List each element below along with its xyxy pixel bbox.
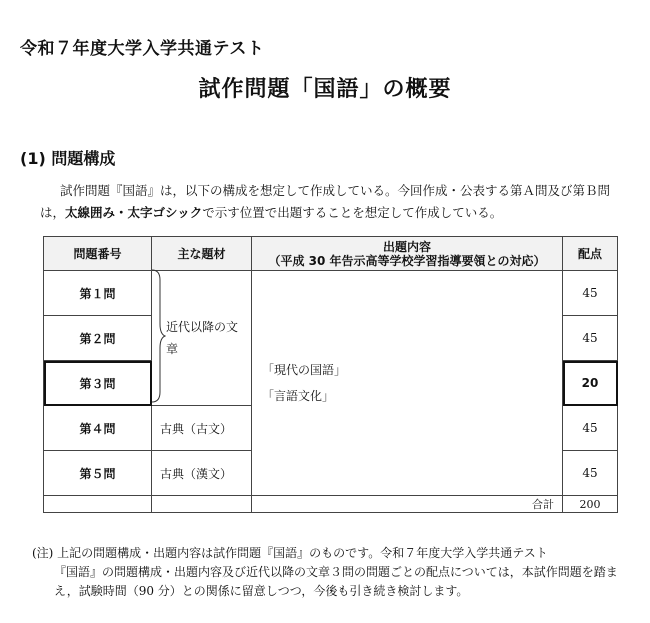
points-cell-highlighted: 20 (563, 361, 618, 406)
content-item: 「現代の国語」 (262, 363, 347, 377)
header-content-line2: （平成 30 年告示高等学校学習指導要領との対応） (268, 253, 546, 268)
page-title: 試作問題「国語」の概要 (198, 77, 452, 102)
section-heading: (1) 問題構成 (20, 149, 116, 168)
header-material: 主な題材 (152, 237, 252, 271)
question-number: 第１問 (44, 271, 152, 316)
question-number: 第５問 (44, 451, 152, 496)
header-content-line1: 出題内容 (382, 239, 431, 254)
material-cell: 古典（古文） (152, 406, 252, 451)
intro-text-1: 試作問題『国語』は，以下の構成を想定して作成している。今回作成・公表する第Ａ問及び第Ｂ問は， (40, 183, 611, 220)
footnote-line2: 『国語』の問題構成・出題内容及び近代以降の文章３問の問題ごとの配点については，本試作問題を踏まえ，試験時間（90 分）との関係に留意しつつ，今後も引き続き検討します。 (54, 565, 618, 598)
question-number-highlighted: 第３問 (44, 361, 152, 406)
intro-text-2: で示す位置で出題することを想定して作成している。 (202, 205, 503, 220)
header-content (252, 237, 563, 271)
question-structure-table (43, 236, 618, 513)
points-cell: 45 (563, 271, 618, 316)
table-row (44, 271, 618, 316)
material-cell: 古典（漢文） (152, 451, 252, 496)
header-number: 問題番号 (44, 237, 152, 271)
header-points: 配点 (563, 237, 618, 271)
question-number: 第４問 (44, 406, 152, 451)
total-points: 200 (563, 496, 618, 513)
content-cell (252, 271, 563, 496)
question-number: 第２問 (44, 316, 152, 361)
intro-emphasis: 太線囲み・太字ゴシック (65, 205, 203, 220)
points-cell: 45 (563, 406, 618, 451)
grouping-brace (150, 268, 166, 404)
table-header-row (44, 237, 618, 271)
content-item: 「言語文化」 (262, 389, 335, 403)
exam-header: 令和７年度大学入学共通テスト (20, 39, 265, 59)
footnote (32, 544, 622, 601)
total-label: 合計 (252, 496, 563, 513)
footnote-line1: (注) 上記の問題構成・出題内容は試作問題『国語』のものです。令和７年度大学入学共通テスト (32, 546, 548, 560)
total-row (44, 496, 618, 513)
points-cell: 45 (563, 451, 618, 496)
total-empty (152, 496, 252, 513)
intro-paragraph (40, 180, 620, 224)
total-empty (44, 496, 152, 513)
points-cell: 45 (563, 316, 618, 361)
group-material-label: 近代以降の文章 (166, 320, 239, 356)
